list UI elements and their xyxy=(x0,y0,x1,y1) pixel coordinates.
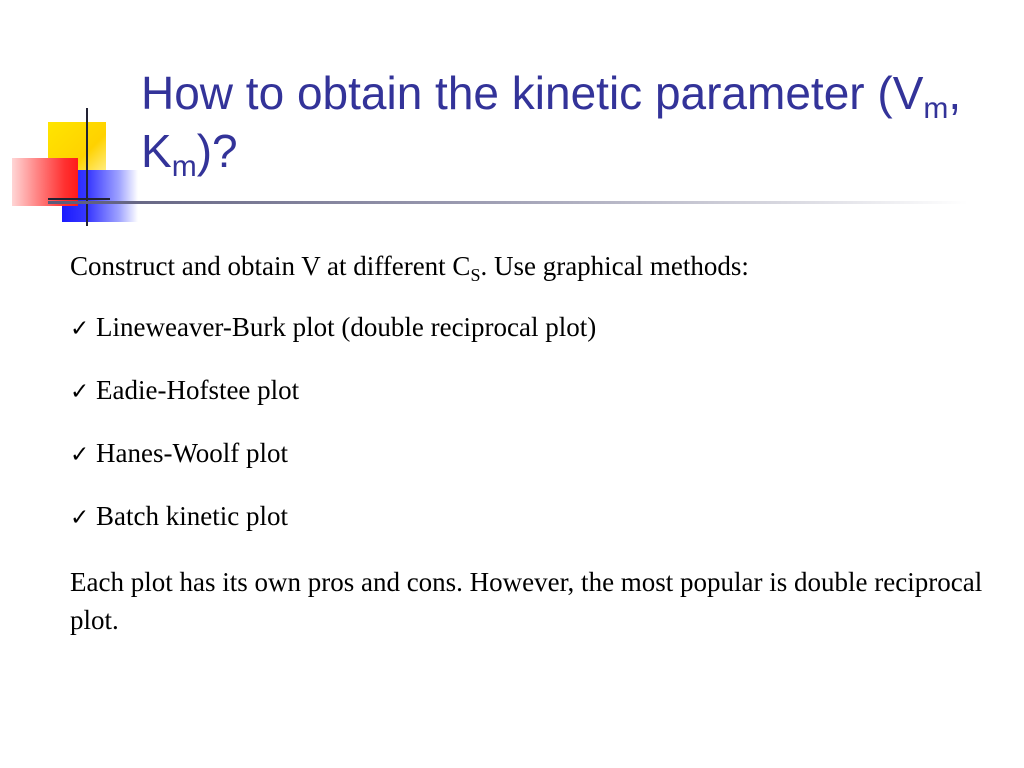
title-text-1: How to obtain the kinetic parameter (V xyxy=(141,67,924,119)
intro-text-2: . Use graphical methods: xyxy=(480,251,749,281)
method-label: Eadie-Hofstee plot xyxy=(96,375,300,405)
method-label: Batch kinetic plot xyxy=(96,501,288,531)
checkmark-icon: ✓ xyxy=(70,379,90,405)
intro-text-1: Construct and obtain V at different C xyxy=(70,251,471,281)
title-text-3: )? xyxy=(196,125,238,177)
checkmark-icon: ✓ xyxy=(70,316,90,342)
title-subscript-2: m xyxy=(171,150,197,183)
slide-body xyxy=(70,250,1000,639)
title-text-2: , K xyxy=(141,67,962,177)
intro-subscript: S xyxy=(470,265,481,285)
method-label: Lineweaver-Burk plot (double reciprocal plot) xyxy=(96,312,597,342)
intro-paragraph xyxy=(70,250,1000,285)
closing-paragraph: Each plot has its own pros and cons. However, the most popular is double reciprocal plot. xyxy=(70,567,983,635)
checkmark-icon: ✓ xyxy=(70,505,90,531)
checkmark-icon: ✓ xyxy=(70,442,90,468)
method-item-eadie-hofstee xyxy=(70,374,1000,408)
decorative-logo xyxy=(0,100,140,230)
method-item-batch-kinetic xyxy=(70,500,1000,534)
method-item-hanes-woolf xyxy=(70,437,1000,471)
logo-vertical-line xyxy=(86,108,88,226)
title-divider xyxy=(48,201,968,204)
slide-title xyxy=(141,64,1001,183)
method-label: Hanes-Woolf plot xyxy=(96,438,289,468)
method-item-lineweaver-burk xyxy=(70,311,1000,345)
title-subscript-1: m xyxy=(923,92,949,125)
logo-horizontal-line xyxy=(48,198,110,200)
